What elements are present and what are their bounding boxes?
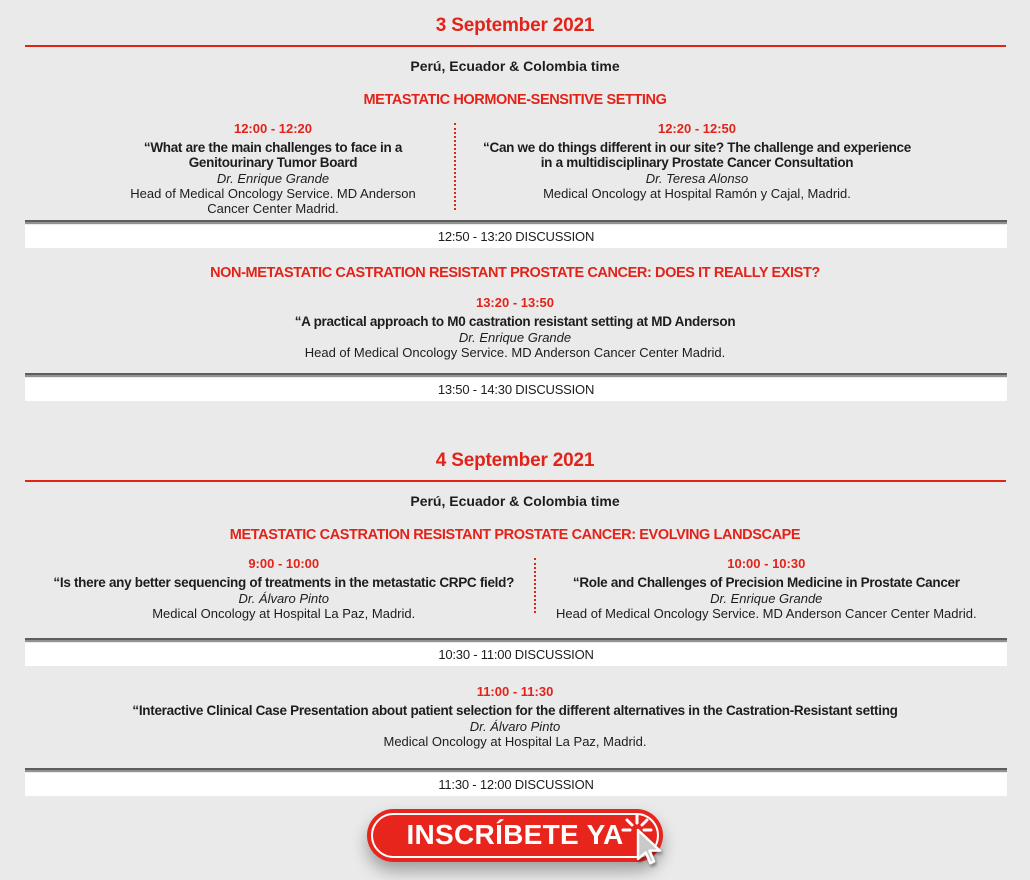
discussion-label: 13:50 - 14:30 DISCUSSION — [25, 378, 1007, 401]
session-card — [25, 684, 1005, 749]
session-speaker: Dr. Enrique Grande — [710, 591, 823, 606]
session-affiliation: Medical Oncology at Hospital La Paz, Madrid. — [152, 606, 416, 621]
day1-topic2-heading: NON-METASTATIC CASTRATION RESISTANT PROSTATE CANCER: DOES IT REALLY EXIST? — [210, 265, 820, 281]
discussion-bar — [25, 220, 1007, 248]
double-rule — [25, 373, 1007, 377]
session-speaker: Dr. Enrique Grande — [216, 171, 330, 186]
session-time: 9:00 - 10:00 — [248, 556, 320, 571]
double-rule — [25, 220, 1007, 224]
cta-row — [0, 809, 1030, 862]
discussion-bar — [25, 373, 1007, 401]
discussion-bar — [25, 768, 1007, 796]
double-rule — [25, 768, 1007, 772]
day2-topic-heading: METASTATIC CASTRATION RESISTANT PROSTATE CANCER: EVOLVING LANDSCAPE — [229, 527, 801, 543]
session-card — [25, 295, 1005, 360]
session-affiliation: Medical Oncology at Hospital La Paz, Madrid. — [383, 734, 647, 749]
day2-rule — [25, 480, 1006, 482]
session-affiliation: Head of Medical Oncology Service. MD Anderson Cancer Center Madrid. — [556, 606, 977, 621]
session-time: 12:00 - 12:20 — [233, 121, 313, 136]
session-title: “Is there any better sequencing of treatments in the metastatic CRPC field? — [53, 575, 515, 590]
session-card — [482, 121, 912, 201]
session-affiliation: Head of Medical Oncology Service. MD Anderson Cancer Center Madrid. — [304, 345, 726, 360]
discussion-label: 10:30 - 11:00 DISCUSSION — [25, 643, 1007, 666]
session-time: 11:00 - 11:30 — [476, 684, 554, 699]
discussion-label: 12:50 - 13:20 DISCUSSION — [25, 225, 1007, 248]
session-card — [556, 556, 977, 621]
session-time: 12:20 - 12:50 — [657, 121, 737, 136]
session-card — [118, 121, 428, 216]
discussion-bar — [25, 638, 1007, 666]
session-time: 10:00 - 10:30 — [727, 556, 806, 571]
dotted-column-divider — [534, 558, 536, 613]
dotted-column-divider — [454, 123, 456, 210]
session-affiliation: Head of Medical Oncology Service. MD Anderson Cancer Center Madrid. — [130, 186, 416, 216]
session-title: “Interactive Clinical Case Presentation about patient selection for the different alternatives in the Castration-Resistant setting — [132, 703, 898, 718]
day1-topic-heading: METASTATIC HORMONE-SENSITIVE SETTING — [363, 92, 667, 108]
session-title: “What are the main challenges to face in a Genitourinary Tumor Board — [143, 140, 403, 170]
session-speaker: Dr. Álvaro Pinto — [238, 591, 329, 606]
day2-date-heading: 4 September 2021 — [435, 450, 595, 471]
session-speaker: Dr. Enrique Grande — [458, 330, 572, 345]
register-button-label: INSCRÍBETE YA — [406, 818, 624, 850]
register-button[interactable] — [367, 809, 663, 862]
session-speaker: Dr. Álvaro Pinto — [469, 719, 561, 734]
session-card — [53, 556, 514, 621]
session-title: “Role and Challenges of Precision Medicine in Prostate Cancer — [572, 575, 960, 590]
session-title: “Can we do things different in our site? The challenge and experience in a multidisciplinary Prostate Cancer Consultation — [483, 140, 911, 170]
day1-rule — [25, 45, 1006, 47]
day1-block — [0, 15, 1030, 401]
day1-timezone: Perú, Ecuador & Colombia time — [410, 58, 620, 74]
day2-block — [0, 450, 1030, 796]
session-speaker: Dr. Teresa Alonso — [645, 171, 749, 186]
discussion-label: 11:30 - 12:00 DISCUSSION — [25, 773, 1007, 796]
day1-date-heading: 3 September 2021 — [435, 15, 595, 36]
session-time: 13:20 - 13:50 — [475, 295, 555, 310]
day2-timezone: Perú, Ecuador & Colombia time — [410, 493, 620, 509]
day2-session-row — [0, 556, 1030, 621]
day1-session-row — [0, 121, 1030, 216]
click-cursor-icon — [621, 814, 671, 880]
session-affiliation: Medical Oncology at Hospital Ramón y Cajal, Madrid. — [543, 186, 851, 201]
session-title: “A practical approach to M0 castration resistant setting at MD Anderson — [294, 314, 736, 329]
double-rule — [25, 638, 1007, 642]
